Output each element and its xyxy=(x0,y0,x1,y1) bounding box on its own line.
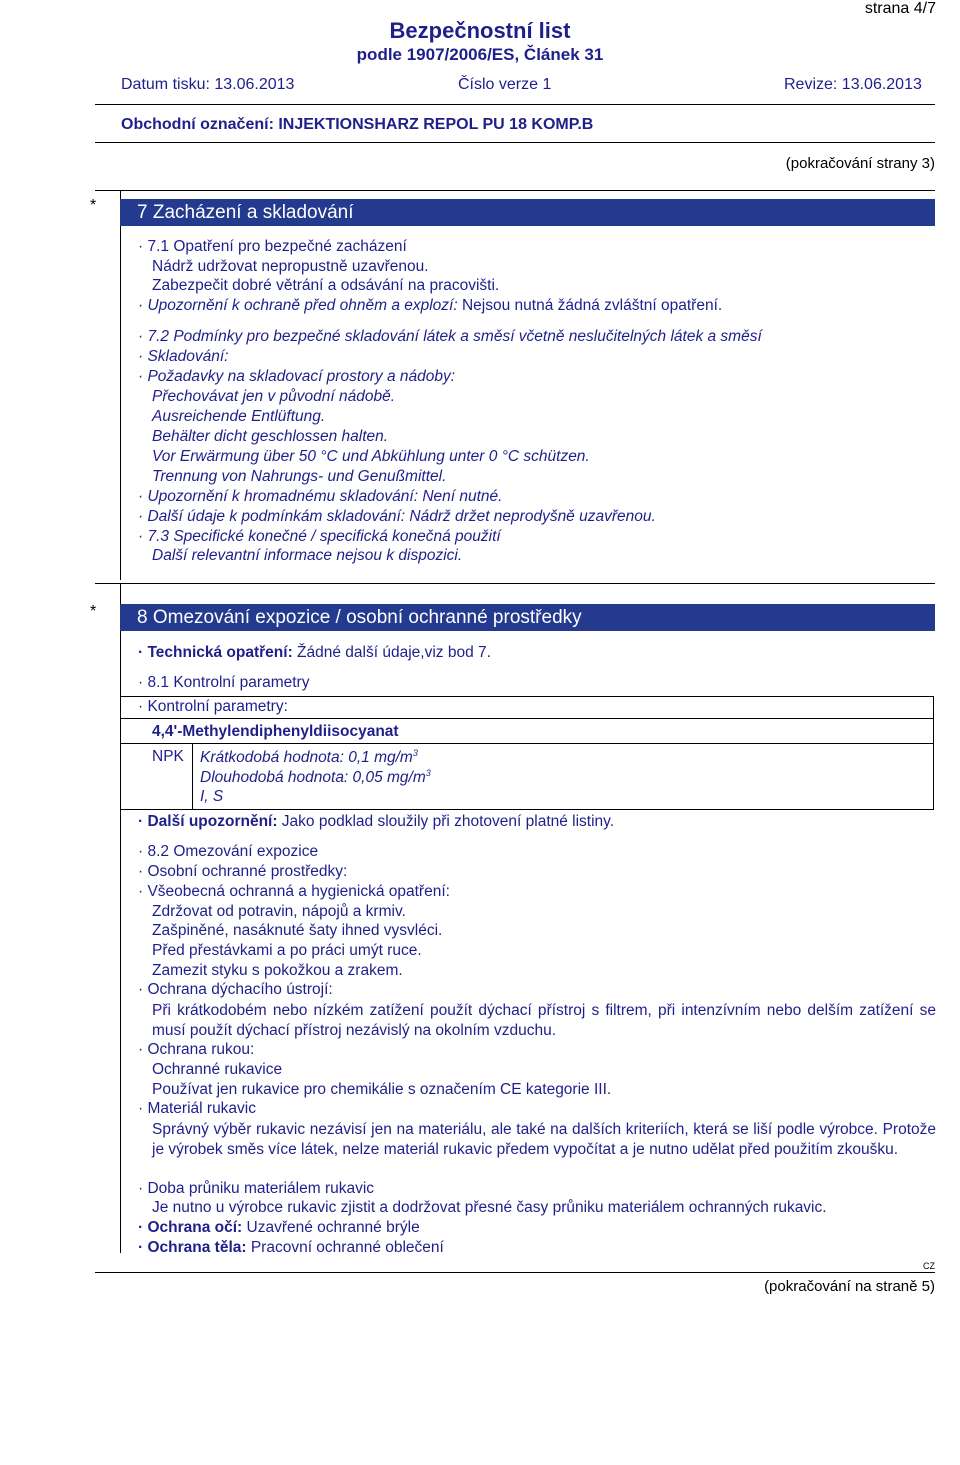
joint-storage-text: Není nutné. xyxy=(418,488,503,505)
heading-7-2: · 7.2 Podmínky pro bezpečné skladování látek a směsí včetně neslučitelných látek a směsí xyxy=(138,328,762,345)
storage-req-4: Vor Erwärmung über 50 °C und Abkühlung unter 0 °C schützen. xyxy=(152,448,590,465)
eye-protection xyxy=(138,1219,420,1237)
footer-rule xyxy=(95,1272,935,1273)
storage-req-5: Trennung von Nahrungs- und Genußmittel. xyxy=(152,468,447,485)
revision-date: Revize: 13.06.2013 xyxy=(784,76,922,93)
section-7-left-border xyxy=(120,190,121,580)
storage-requirements-label: · Požadavky na skladovací prostory a nádoby: xyxy=(138,368,456,385)
cp-rule-1 xyxy=(120,718,934,719)
hand-protection-1: Ochranné rukavice xyxy=(152,1061,283,1078)
header-rule-top xyxy=(95,104,935,105)
technical-measures-text: Žádné další údaje,viz bod 7. xyxy=(292,644,491,661)
section-8-top-border xyxy=(95,583,935,584)
heading-7-3: · 7.3 Specifické konečné / specifická konečná použití xyxy=(138,528,501,545)
general-measure-3: Před přestávkami a po práci umýt ruce. xyxy=(152,942,422,959)
general-measure-4: Zamezit styku s pokožkou a zrakem. xyxy=(152,962,403,979)
joint-storage-label: · Upozornění k hromadnému skladování: xyxy=(138,488,419,505)
eye-protection-label: · Ochrana očí: xyxy=(138,1219,243,1236)
section-8-left-border xyxy=(120,583,121,1253)
substance-name: 4,4'-Methylendiphenyldiisocyanat xyxy=(152,723,399,740)
hand-protection-2: Používat jen rukavice pro chemikálie s označením CE kategorie III. xyxy=(152,1081,612,1098)
short-term-value xyxy=(200,748,418,767)
document-subtitle: podle 1907/2006/ES, Článek 31 xyxy=(356,45,604,64)
heading-8-1: · 8.1 Kontrolní parametry xyxy=(138,674,310,691)
control-parameters-label: · Kontrolní parametry: xyxy=(138,698,288,715)
version-number: Číslo verze 1 xyxy=(458,76,552,93)
change-marker: * xyxy=(90,197,97,214)
fire-protection-text: Nejsou nutná žádná zvláštní opatření. xyxy=(457,297,723,314)
respiratory-text: Při krátkodobém nebo nízkém zatížení použít dýchací přístroj s filtrem, při intenzívním nebo delším zatížení se musí použít dýchací přístroj nezávislý na okolním vzduchu. xyxy=(152,1002,936,1039)
eye-protection-text: Uzavřené ochranné brýle xyxy=(242,1219,420,1236)
page-number: strana 4/7 xyxy=(864,0,936,17)
heading-7-1: · 7.1 Opatření pro bezpečné zacházení xyxy=(138,238,407,255)
body-protection xyxy=(138,1239,444,1257)
body-protection-label: · Ochrana těla: xyxy=(138,1239,247,1256)
text-7-1-a: Nádrž udržovat nepropustně uzavřenou. xyxy=(152,258,429,275)
header-rule-bottom xyxy=(95,142,935,143)
npk-label: NPK xyxy=(152,748,184,765)
document-title: Bezpečnostní list xyxy=(389,18,571,43)
glove-material-label: · Materiál rukavic xyxy=(138,1100,256,1117)
additional-notes-text: Jako podklad sloužily při zhotovení platné listiny. xyxy=(277,813,615,830)
general-measures-label: · Všeobecná ochranná a hygienická opatření: xyxy=(138,883,450,900)
penetration-time-text: Je nutno u výrobce rukavic zjistit a dodržovat přesné časy průniku materiálem ochranných rukavic. xyxy=(152,1199,827,1216)
technical-measures-label: · Technická opatření: xyxy=(138,644,293,661)
print-date: Datum tisku: 13.06.2013 xyxy=(121,76,295,93)
short-term-unit-exponent: 3 xyxy=(412,748,418,758)
section-8-title: 8 Omezování expozice / osobní ochranné prostředky xyxy=(120,604,935,631)
section-7-title: 7 Zacházení a skladování xyxy=(120,199,935,226)
notation: I, S xyxy=(200,788,224,805)
further-storage-text: Nádrž držet neprodyšně uzavřenou. xyxy=(405,508,656,525)
respiratory-label: · Ochrana dýchacího ústrojí: xyxy=(138,981,333,998)
long-term-text: Dlouhodobá hodnota: 0,05 mg/m xyxy=(200,769,426,787)
additional-notes xyxy=(138,813,614,831)
further-storage-label: · Další údaje k podmínkám skladování: xyxy=(138,508,406,525)
further-storage-info xyxy=(138,508,656,526)
short-term-text: Krátkodobá hodnota: 0,1 mg/m xyxy=(200,749,413,767)
language-code: CZ xyxy=(923,1261,935,1271)
continued-to: (pokračování na straně 5) xyxy=(764,1278,935,1295)
section-7-top-border xyxy=(95,190,935,191)
joint-storage xyxy=(138,488,502,506)
ppe-label: · Osobní ochranné prostředky: xyxy=(138,863,348,880)
trade-name: Obchodní označení: INJEKTIONSHARZ REPOL PU 18 KOMP.B xyxy=(121,116,594,133)
text-7-1-b: Zabezpečit dobré větrání a odsávání na pracovišti. xyxy=(152,277,500,294)
fire-protection xyxy=(138,297,722,315)
npk-divider xyxy=(192,744,193,809)
storage-req-2: Ausreichende Entlüftung. xyxy=(152,408,326,425)
continued-from: (pokračování strany 3) xyxy=(785,155,935,172)
hand-protection-label: · Ochrana rukou: xyxy=(138,1041,255,1058)
general-measure-1: Zdržovat od potravin, nápojů a krmiv. xyxy=(152,903,406,920)
additional-notes-label: · Další upozornění: xyxy=(138,813,278,830)
penetration-time-label: · Doba průniku materiálem rukavic xyxy=(138,1180,375,1197)
storage-label: · Skladování: xyxy=(138,348,229,365)
cp-rule-2 xyxy=(120,743,934,744)
long-term-unit-exponent: 3 xyxy=(425,768,431,778)
general-measure-2: Zašpiněné, nasáknuté šaty ihned vysvléci. xyxy=(152,922,443,939)
fire-protection-label: · Upozornění k ochraně před ohněm a explozí: xyxy=(138,297,458,314)
body-protection-text: Pracovní ochranné oblečení xyxy=(246,1239,444,1256)
technical-measures xyxy=(138,644,491,662)
change-marker: * xyxy=(90,603,97,620)
storage-req-1: Přechovávat jen v původní nádobě. xyxy=(152,388,396,405)
text-7-3: Další relevantní informace nejsou k dispozici. xyxy=(152,547,463,564)
glove-material-text: Správný výběr rukavic nezávisí jen na materiálu, ale také na dalších kriteriích, která se liší podle výrobce. Protože je výrobek směs více látek, nelze materiál rukavic předem vypočítat a je nutno udělat před použitím zkoušku. xyxy=(152,1121,936,1158)
storage-req-3: Behälter dicht geschlossen halten. xyxy=(152,428,389,445)
long-term-value xyxy=(200,768,431,787)
heading-8-2: · 8.2 Omezování expozice xyxy=(138,843,319,860)
